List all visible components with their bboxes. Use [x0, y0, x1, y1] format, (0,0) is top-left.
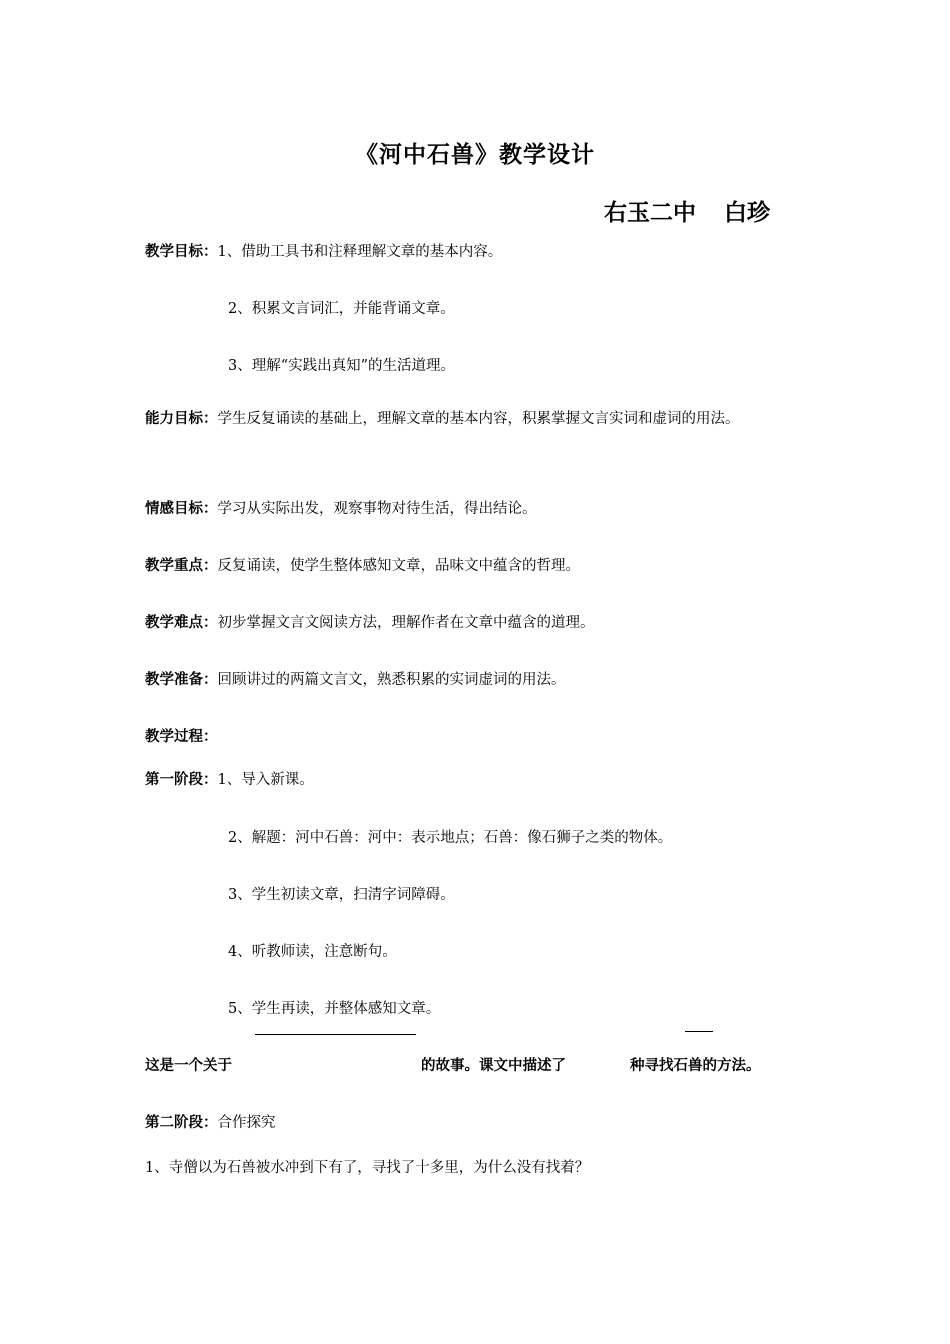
stage2	[145, 1111, 276, 1132]
page-title: 《河中石兽》教学设计	[355, 142, 595, 168]
stage1-item-5: 5、学生再读，并整体感知文章。	[228, 1001, 441, 1017]
difficulty-label: 教学难点：	[145, 615, 218, 631]
fill-blank-part1: 这是一个关于	[145, 1058, 232, 1074]
stage1-item-3: 3、学生初读文章，扫清字词障碍。	[228, 887, 455, 903]
teaching-objective-1	[145, 240, 502, 261]
blank-line-topic	[255, 1034, 416, 1035]
teaching-objective-label: 教学目标：	[145, 244, 218, 260]
author-school: 右玉二中	[604, 200, 696, 226]
stage1-item-text: 1、导入新课。	[217, 772, 314, 788]
process-label: 教学过程：	[145, 729, 218, 745]
emotion-objective-text: 学习从实际出发，观察事物对待生活，得出结论。	[217, 501, 537, 517]
teaching-objective-3: 3、理解“实践出真知”的生活道理。	[228, 358, 456, 374]
key-point-text: 反复诵读，使学生整体感知文章，品味文中蕴含的哲理。	[217, 558, 580, 574]
blank-line-count	[685, 1031, 713, 1032]
emotion-objective	[145, 497, 537, 518]
ability-objective-label: 能力目标：	[145, 411, 218, 427]
key-point-label: 教学重点：	[145, 558, 218, 574]
preparation	[145, 668, 566, 689]
preparation-text: 回顾讲过的两篇文言文，熟悉积累的实词虚词的用法。	[217, 672, 566, 688]
emotion-objective-label: 情感目标：	[145, 501, 218, 517]
ability-objective-text: 学生反复诵读的基础上，理解文章的基本内容，积累掌握文言实词和虚词的用法。	[217, 411, 740, 427]
stage1-item-4: 4、听教师读，注意断句。	[228, 944, 397, 960]
key-point	[145, 554, 580, 575]
stage2-text: 合作探究	[217, 1115, 276, 1131]
difficulty-text: 初步掌握文言文阅读方法，理解作者在文章中蕴含的道理。	[217, 615, 595, 631]
fill-blank-part3: 种寻找石兽的方法。	[630, 1058, 761, 1074]
author-name: 白珍	[724, 200, 770, 226]
stage1-item-2: 2、解题：河中石兽：河中：表示地点；石兽：像石狮子之类的物体。	[228, 830, 673, 846]
teaching-objective-2: 2、积累文言词汇，并能背诵文章。	[228, 301, 455, 317]
fill-blank-part2: 的故事。课文中描述了	[421, 1058, 566, 1074]
ability-objective	[145, 405, 810, 433]
teaching-objective-text: 1、借助工具书和注释理解文章的基本内容。	[217, 244, 503, 260]
stage1-label: 第一阶段：	[145, 772, 218, 788]
preparation-label: 教学准备：	[145, 672, 218, 688]
stage1-item-1	[145, 768, 314, 789]
stage2-question-1: 1、寺僧以为石兽被水冲到下有了，寻找了十多里，为什么没有找着？	[145, 1160, 590, 1176]
stage2-label: 第二阶段：	[145, 1115, 218, 1131]
author-line	[604, 194, 770, 227]
difficulty	[145, 611, 595, 632]
